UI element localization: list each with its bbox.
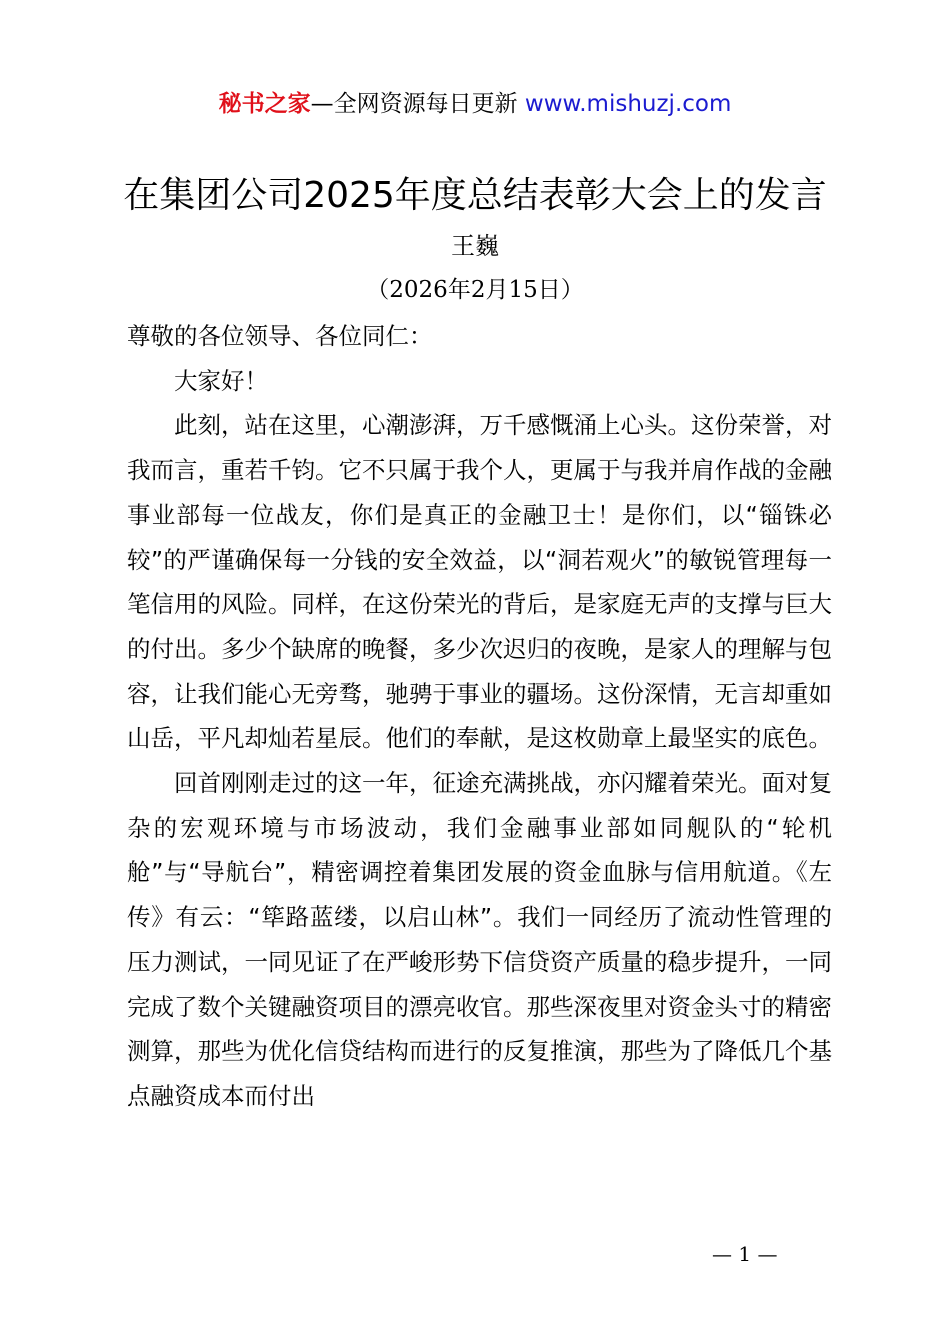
site-tagline: —全网资源每日更新 xyxy=(310,91,525,117)
document-date: （2026年2月15日） xyxy=(366,277,584,303)
document-author: 王巍 xyxy=(451,232,499,260)
site-banner xyxy=(0,86,950,122)
page-number: — 1 — xyxy=(712,1242,778,1266)
greeting: 大家好！ xyxy=(174,366,268,395)
site-name: 秘书之家 xyxy=(218,91,311,117)
body-paragraph: 此刻，站在这里，心潮澎湃，万千感慨涌上心头。这份荣誉，对我而言，重若千钧。它不只属于我个人，更属于与我并肩作战的金融事业部每一位战友，你们是真正的金融卫士！是你们，以“锱铢必较”的严谨确保每一分钱的安全效益，以“洞若观火”的敏锐管理每一笔信用的风险。同样，在这份荣光的背后，是家庭无声的支撑与巨大的付出。多少个缺席的晚餐，多少次迟归的夜晚，是家人的理解与包容，让我们能心无旁骛，驰骋于事业的疆场。这份深情，无言却重如山岳，平凡却灿若星辰。他们的奉献，是这枚勋章上最坚实的底色。 xyxy=(127,411,832,753)
body-paragraph: 回首刚刚走过的这一年，征途充满挑战，亦闪耀着荣光。面对复杂的宏观环境与市场波动，我们金融事业部如同舰队的“轮机舱”与“导航台”，精密调控着集团发展的资金血脉与信用航道。《左传》有云：“筚路蓝缕，以启山林”。我们一同经历了流动性管理的压力测试，一同见证了在严峻形势下信贷资产质量的稳步提升，一同完成了数个关键融资项目的漂亮收官。那些深夜里对资金头寸的精密测算，那些为优化信贷结构而进行的反复推演，那些为了降低几个基点融资成本而付出 xyxy=(127,769,832,1110)
document-body xyxy=(127,314,832,1119)
salutation: 尊敬的各位领导、各位同仁： xyxy=(127,322,433,350)
document-title: 在集团公司2025年度总结表彰大会上的发言 xyxy=(123,175,827,216)
site-url-link[interactable]: www.mishuzj.com xyxy=(524,91,732,117)
